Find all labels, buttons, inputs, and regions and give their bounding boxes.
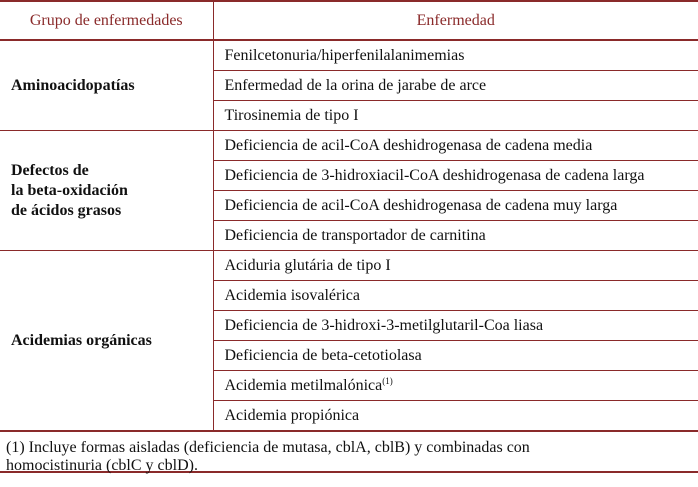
table-row: [0, 251, 698, 281]
disease-cell: Aciduria glutária de tipo I: [213, 251, 698, 281]
disease-cell: Deficiencia de beta-cetotiolasa: [213, 341, 698, 371]
disease-cell: Tirosinemia de tipo I: [213, 101, 698, 131]
table-footnote: [0, 431, 698, 473]
footnote-line: (1) Incluye formas aisladas (deficiencia de mutasa, cblA, cblB) y combinadas con: [6, 439, 530, 456]
disease-cell: Acidemia isovalérica: [213, 281, 698, 311]
group-name-line: Defectos de: [11, 161, 89, 179]
disease-text: Acidemia metilmalónica: [224, 377, 383, 394]
disease-column-header: Enfermedad: [213, 1, 698, 40]
disease-cell-with-footnote: [213, 371, 698, 401]
group-name-line: de ácidos grasos: [11, 201, 122, 219]
disease-cell: Enfermedad de la orina de jarabe de arce: [213, 71, 698, 101]
disease-cell: Deficiencia de 3-hidroxiacil-CoA deshidrogenasa de cadena larga: [213, 161, 698, 191]
group-column-header: Grupo de enfermedades: [0, 1, 213, 40]
group-aminoacidopatias: Aminoacidopatías: [0, 40, 213, 131]
group-beta-oxidacion: [0, 131, 213, 251]
disease-cell: Fenilcetonuria/hiperfenilalanimemias: [213, 40, 698, 71]
footnote-line: homocistinuria (cblC y cblD).: [6, 457, 198, 474]
footnote-marker: (1): [382, 376, 393, 386]
disease-cell: Deficiencia de 3-hidroxi-3-metilglutaril-Coa liasa: [213, 311, 698, 341]
table-row: [0, 131, 698, 161]
disease-cell: Deficiencia de acil-CoA deshidrogenasa de cadena media: [213, 131, 698, 161]
table-row: [0, 40, 698, 71]
group-name-line: la beta-oxidación: [11, 181, 128, 199]
disease-cell: Acidemia propiónica: [213, 401, 698, 431]
disease-cell: Deficiencia de acil-CoA deshidrogenasa de cadena muy larga: [213, 191, 698, 221]
group-acidemias-organicas: Acidemias orgánicas: [0, 251, 213, 431]
table-header-row: [0, 1, 698, 40]
disease-cell: Deficiencia de transportador de carnitina: [213, 221, 698, 251]
